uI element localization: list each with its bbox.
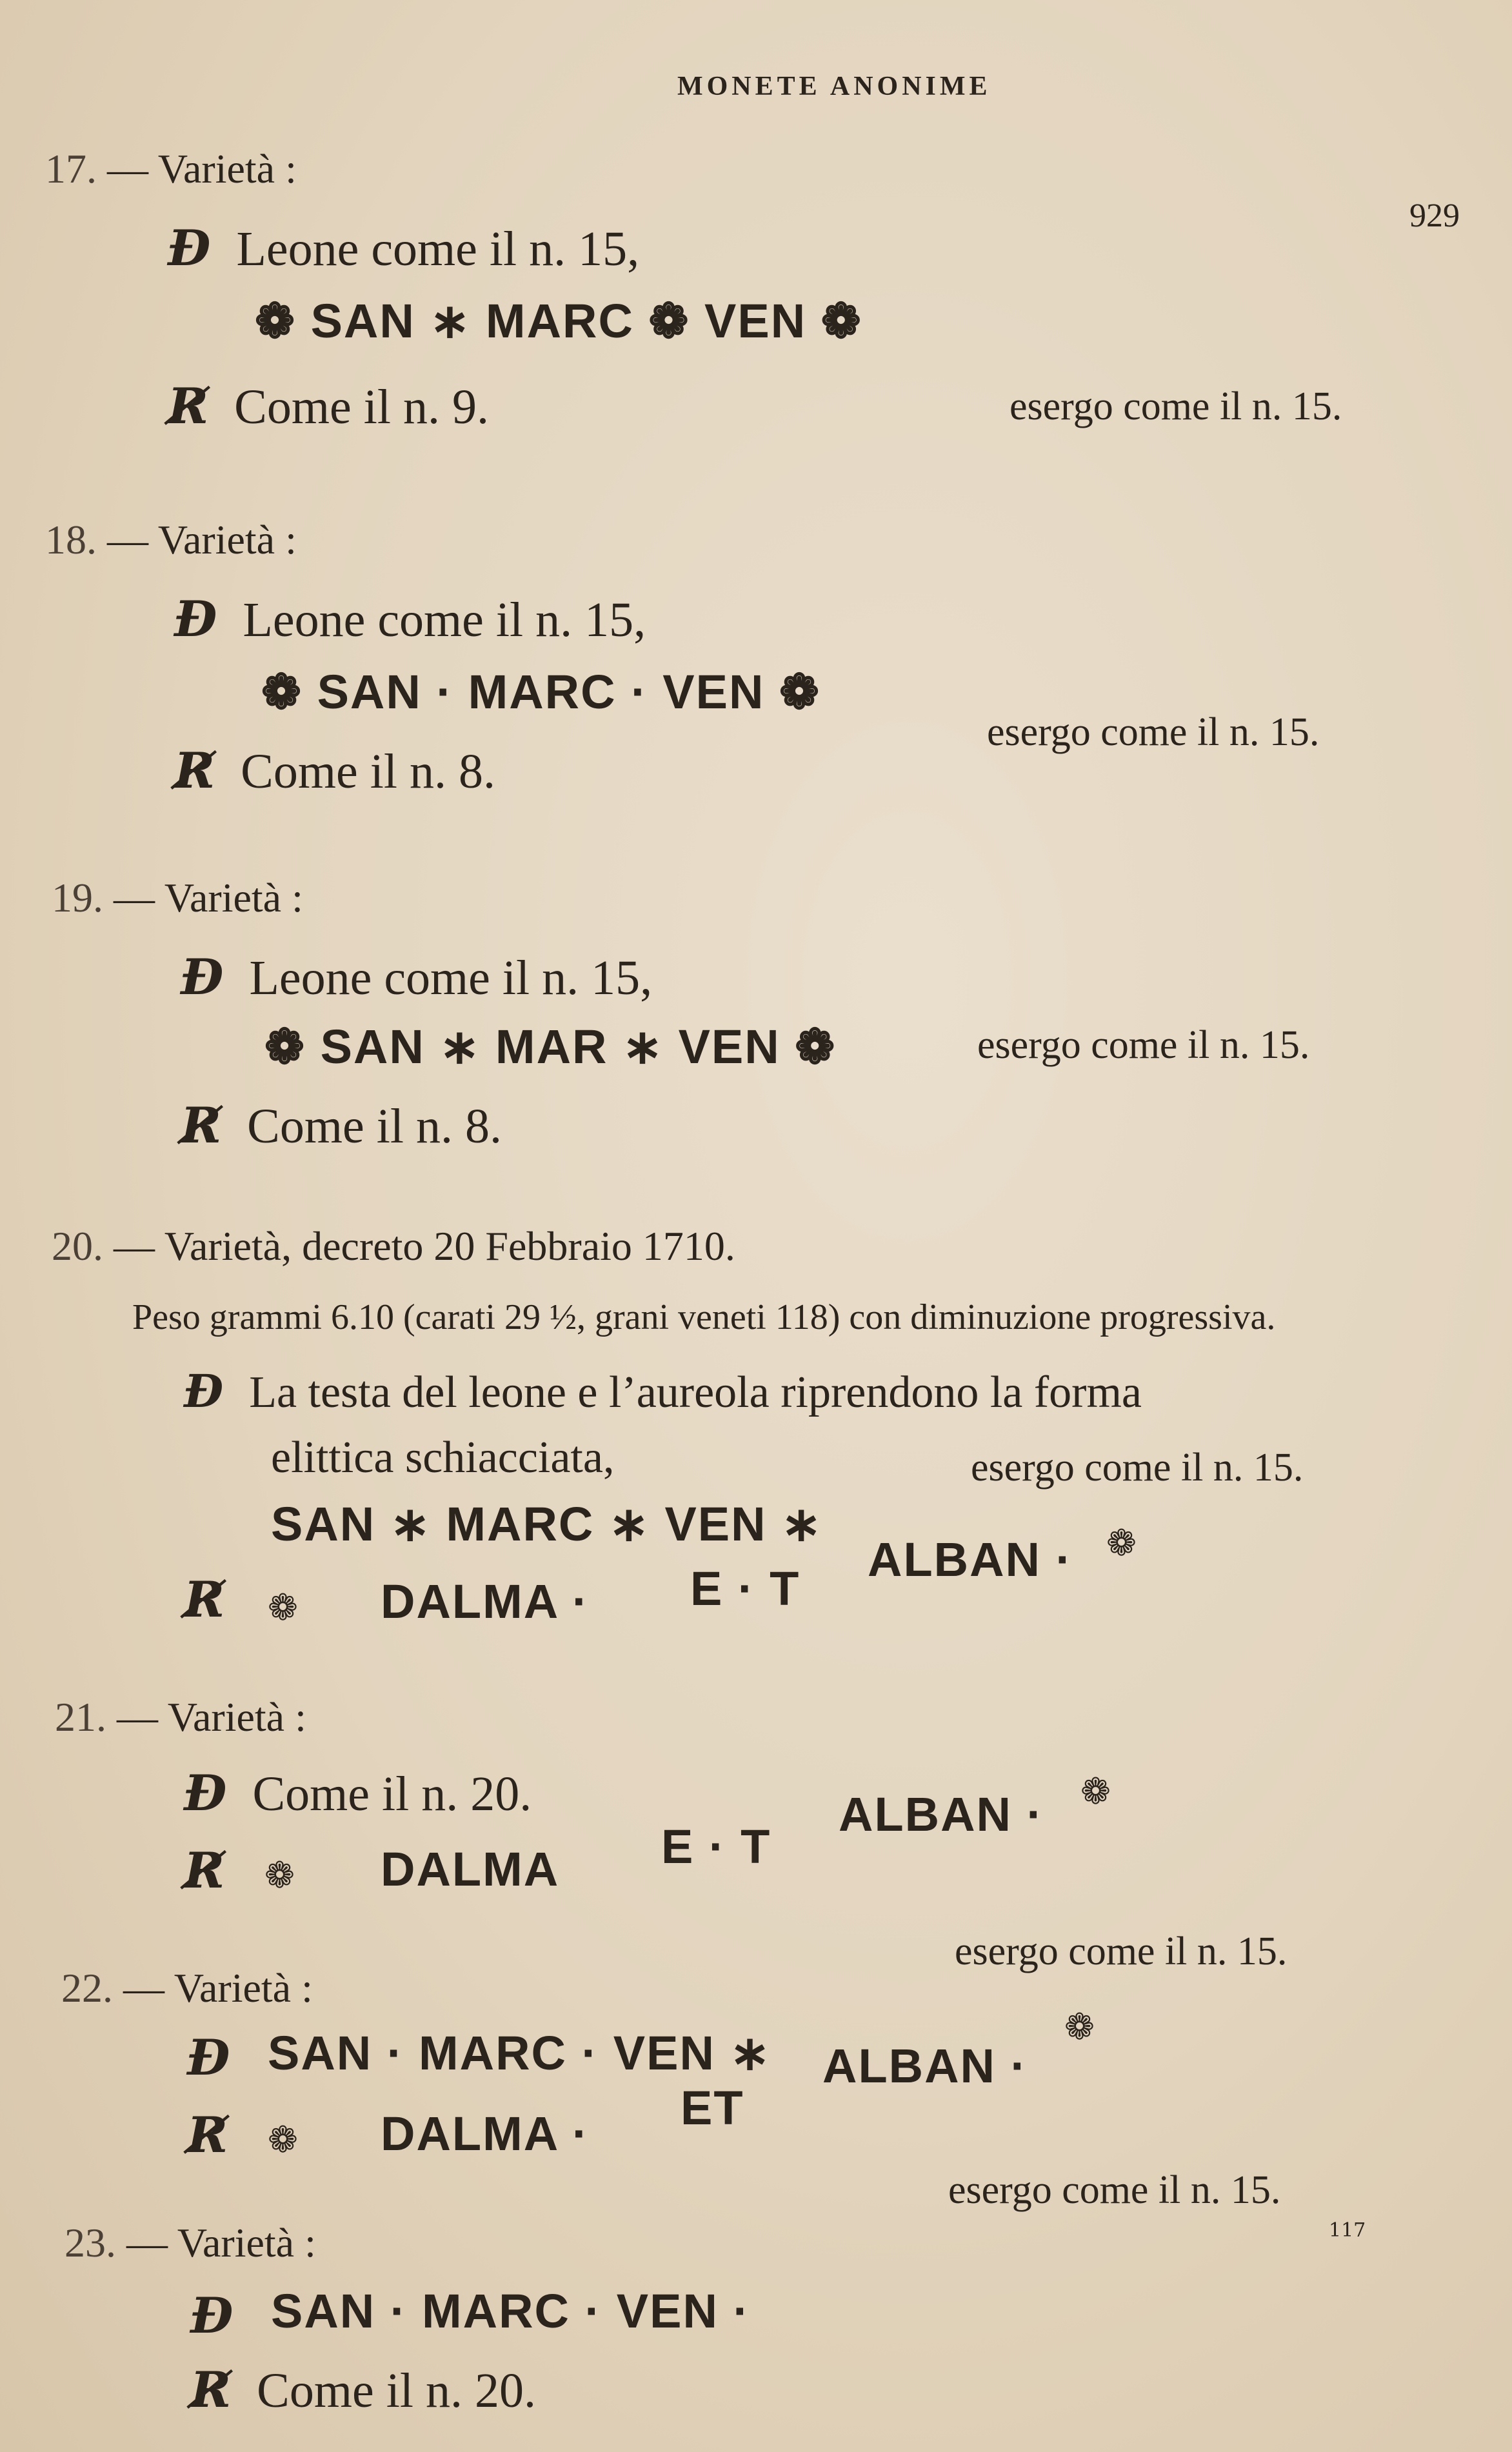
- obverse-line: [187, 2029, 255, 2087]
- esergo-note: esergo come il n. 15.: [955, 1929, 1288, 1973]
- reverse-legend-alban: ALBAN ·: [822, 2039, 1028, 2093]
- entry-label: — Varietà :: [114, 875, 303, 921]
- entry-label: — Varietà :: [107, 146, 297, 192]
- legend: ❁ SAN · MARC · VEN ❁: [261, 665, 821, 719]
- reverse-symbol: R̸: [174, 742, 215, 799]
- reverse-symbol: R̸: [184, 1842, 225, 1899]
- entry-title: [55, 1693, 306, 1741]
- obverse-text: Leone come il n. 15,: [243, 593, 646, 647]
- reverse-legend-alban: ALBAN ·: [839, 1788, 1044, 1841]
- reverse-text: Come il n. 20.: [257, 2364, 536, 2418]
- reverse-line: [174, 742, 495, 800]
- reverse-text: Come il n. 8.: [241, 744, 495, 799]
- obverse-text: Leone come il n. 15,: [236, 222, 640, 276]
- obverse-line: [190, 2287, 259, 2345]
- entry-title: [61, 1964, 313, 2012]
- entry-label: — Varietà, decreto 20 Febbraio 1710.: [114, 1223, 735, 1269]
- legend: ❁ SAN ∗ MARC ❁ VEN ❁: [255, 294, 862, 348]
- legend: SAN · MARC · VEN ∗: [268, 2026, 771, 2080]
- obverse-symbol: Ð: [174, 590, 217, 648]
- obverse-text-1: La testa del leone e l’aureola riprendono la forma: [249, 1368, 1142, 1417]
- legend: SAN ∗ MARC ∗ VEN ∗: [271, 1497, 823, 1551]
- esergo-note: esergo come il n. 15.: [948, 2168, 1281, 2212]
- reverse-symbol: R̸: [190, 2361, 232, 2418]
- page-number: 929: [1409, 197, 1460, 234]
- entry-label: — Varietà :: [107, 517, 297, 563]
- esergo-note: esergo come il n. 15.: [977, 1023, 1310, 1067]
- reverse-text: Come il n. 8.: [247, 1099, 502, 1153]
- reverse-line: [187, 2106, 254, 2164]
- reverse-rosette-right: ❁: [1064, 2006, 1096, 2048]
- reverse-legend-et: E · T: [690, 1562, 801, 1615]
- reverse-legend-dalma: DALMA ·: [381, 1575, 590, 1628]
- reverse-line: [184, 1571, 250, 1629]
- obverse-symbol: Ð: [184, 1364, 224, 1418]
- entry-title: [65, 2219, 316, 2267]
- reverse-legend-dalma: DALMA ·: [381, 2107, 590, 2160]
- reverse-legend-alban: ALBAN ·: [868, 1533, 1073, 1586]
- entry-title: [52, 874, 303, 922]
- reverse-symbol: R̸: [168, 377, 209, 435]
- entry-number: 20.: [52, 1223, 103, 1269]
- entry-label: — Varietà :: [117, 1694, 306, 1740]
- esergo-note: esergo come il n. 15.: [1010, 384, 1342, 428]
- obverse-line: [181, 948, 652, 1006]
- reverse-symbol: R̸: [187, 2106, 228, 2164]
- reverse-legend-dalma: DALMA: [381, 1842, 560, 1896]
- weight-note: Peso grammi 6.10 (carati 29 ½, grani veneti 118) con diminuzione progressiva.: [132, 1297, 1276, 1337]
- obverse-text-2: elittica schiacciata,: [271, 1433, 615, 1482]
- reverse-symbol: R̸: [181, 1097, 222, 1154]
- reverse-rosette-left: ❁: [268, 2119, 299, 2161]
- obverse-text: Come il n. 20.: [252, 1767, 532, 1821]
- reverse-legend-et: ET: [681, 2081, 744, 2135]
- legend: ❁ SAN ∗ MAR ∗ VEN ❁: [264, 1020, 837, 1073]
- obverse-symbol: Ð: [168, 219, 211, 277]
- reverse-line: [181, 1097, 502, 1155]
- obverse-symbol: Ð: [181, 948, 224, 1006]
- reverse-rosette-right: ❁: [1080, 1771, 1112, 1813]
- reverse-text: Come il n. 9.: [234, 380, 489, 434]
- legend: SAN · MARC · VEN ·: [271, 2284, 751, 2338]
- reverse-legend-et: E · T: [661, 1820, 771, 1873]
- esergo-note: esergo come il n. 15.: [987, 710, 1320, 754]
- obverse-symbol: Ð: [184, 1764, 227, 1822]
- footer-mark: 117: [1329, 2219, 1366, 2242]
- obverse-line: [184, 1764, 532, 1822]
- obverse-line: [174, 590, 646, 648]
- reverse-rosette-right: ❁: [1106, 1522, 1138, 1564]
- entry-number: 18.: [45, 517, 97, 563]
- reverse-line: [168, 377, 489, 435]
- obverse-symbol: Ð: [187, 2029, 230, 2086]
- obverse-text: Leone come il n. 15,: [249, 951, 653, 1005]
- reverse-rosette-left: ❁: [268, 1587, 299, 1629]
- obverse-line: [184, 1364, 1142, 1419]
- entry-label: — Varietà :: [123, 1965, 313, 2011]
- entry-title: [45, 516, 297, 564]
- reverse-line: [184, 1842, 250, 1900]
- entry-title: [45, 145, 297, 193]
- entry-number: 22.: [61, 1965, 113, 2011]
- reverse-rosette-left: ❁: [264, 1855, 296, 1897]
- reverse-line: [190, 2361, 536, 2419]
- entry-title: [52, 1222, 735, 1270]
- entry-number: 23.: [65, 2220, 116, 2266]
- running-title: MONETE ANONIME: [677, 72, 991, 101]
- entry-label: — Varietà :: [126, 2220, 316, 2266]
- entry-number: 17.: [45, 146, 97, 192]
- reverse-symbol: R̸: [184, 1571, 225, 1628]
- obverse-symbol: Ð: [190, 2287, 234, 2344]
- entry-number: 19.: [52, 875, 103, 921]
- entry-number: 21.: [55, 1694, 106, 1740]
- obverse-line: [168, 219, 639, 277]
- esergo-note: esergo come il n. 15.: [971, 1446, 1304, 1490]
